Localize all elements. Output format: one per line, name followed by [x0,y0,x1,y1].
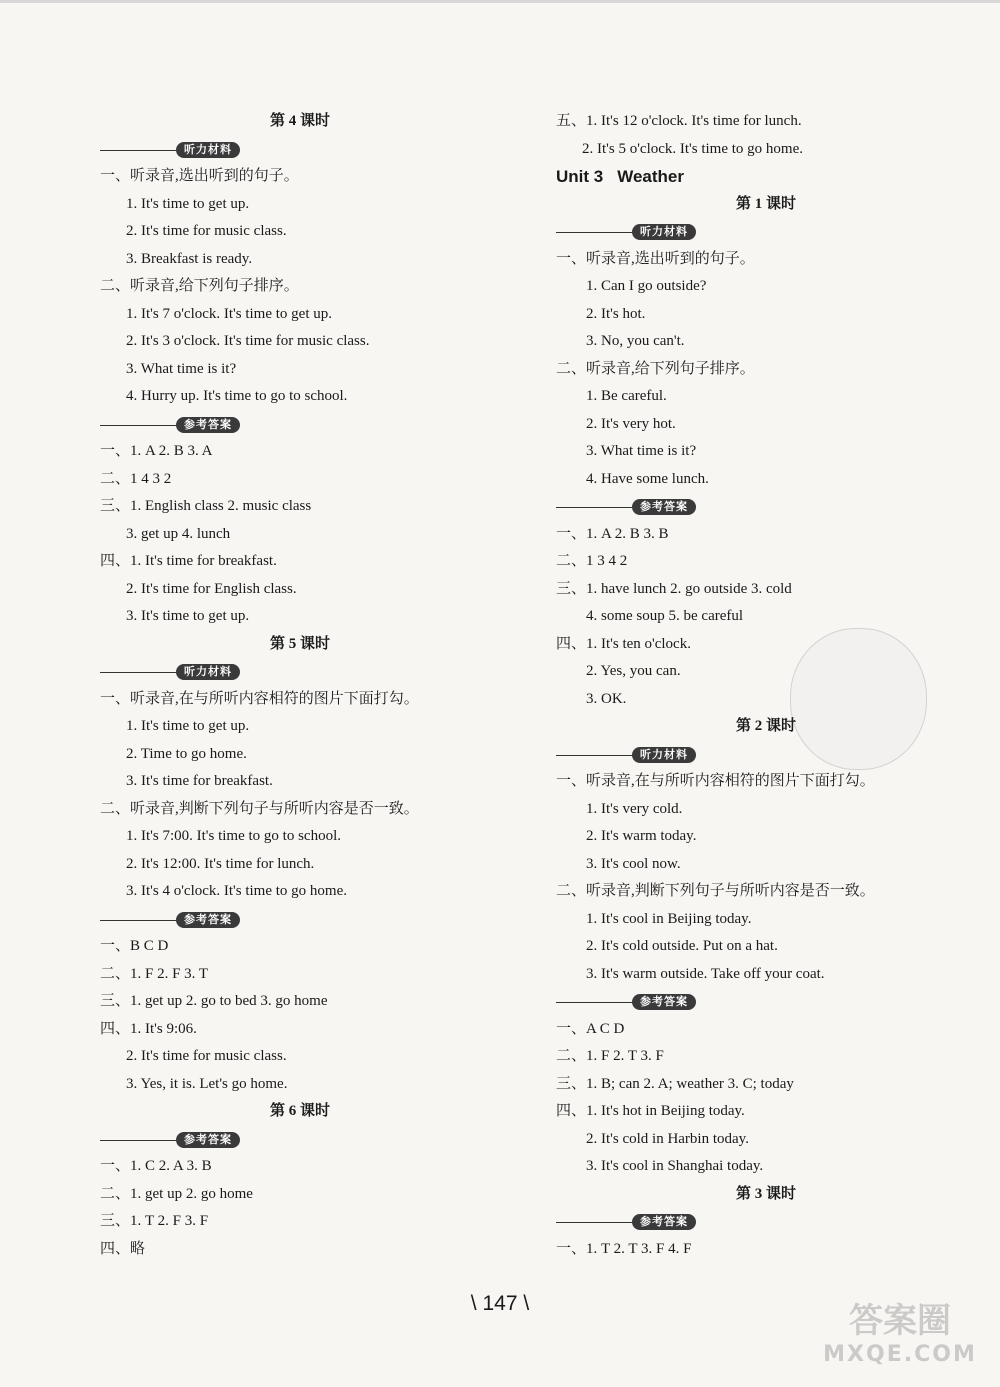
question-line: 三、1. T 2. F 3. F [100,1213,209,1229]
watermark-text: 答案圈 [849,1301,951,1341]
answer-item: 1. It's time to get up. [126,195,250,212]
lesson-heading: 第 6 课时 [269,1103,330,1119]
tag-rule [556,1222,636,1223]
question-line: 三、1. get up 2. go to bed 3. go home [100,993,328,1009]
question-line: 一、1. A 2. B 3. A [100,443,213,459]
question-line: 二、1 3 4 2 [556,553,628,569]
tag-rule [100,1140,180,1141]
lesson-heading: 第 1 课时 [735,195,796,212]
tag-label: 参考答案 [632,499,696,515]
answer-item: 1. Can I go outside? [586,278,707,294]
answer-item: 2. It's cold in Harbin today. [586,1130,749,1147]
answer-item: 2. It's 3 o'clock. It's time for music class. [126,333,370,349]
answer-item: 2. It's warm today. [586,828,697,844]
unit-heading [556,163,976,191]
answer-item: 3. Breakfast is ready. [126,250,253,267]
answer-item: 2. Time to go home. [126,745,247,762]
section-tag [100,658,500,686]
question-line: 二、1. F 2. T 3. F [556,1048,664,1064]
tag-label: 听力材料 [632,747,696,763]
lesson-heading: 第 3 课时 [735,1185,796,1202]
tag-label: 参考答案 [176,1132,240,1148]
question-line: 四、1. It's hot in Beijing today. [556,1103,745,1119]
tag-rule [556,507,636,508]
section-tag [556,218,976,246]
watermark-url: MXQE.COM [823,1342,977,1367]
section-tag [100,411,500,439]
unit-title: Weather [617,167,684,186]
answer-item: 3. It's time for breakfast. [126,773,273,789]
tag-label: 听力材料 [176,664,240,680]
answer-item: 4. some soup 5. be careful [586,608,744,624]
section-tag [556,988,976,1016]
answer-item: 2. It's time for English class. [126,580,297,597]
lesson-heading: 第 4 课时 [269,113,330,129]
question-line: 三、1. have lunch 2. go outside 3. cold [556,580,792,597]
answer-item: 3. What time is it? [586,443,697,459]
question-line: 三、1. B; can 2. A; weather 3. C; today [556,1075,794,1092]
question-line: 一、1. A 2. B 3. B [556,525,669,542]
answer-item: 3. OK. [586,690,627,707]
page-number: \ 147 \ [470,1292,530,1315]
tag-rule [556,232,636,233]
answer-item: 4. Hurry up. It's time to go to school. [126,388,348,404]
question-line: 一、B C D [100,938,169,954]
tag-label: 参考答案 [632,994,696,1010]
question-line: 一、A C D [556,1020,625,1037]
answer-item: 3. What time is it? [126,360,237,377]
answer-item: 3. It's time to get up. [126,608,250,624]
answer-item: 1. It's 7 o'clock. It's time to get up. [126,305,332,322]
answer-item: 2. It's hot. [586,305,646,322]
answer-item: 2. It's very hot. [586,415,676,432]
tag-rule [100,150,180,151]
answer-item: 3. It's 4 o'clock. It's time to go home. [126,883,347,899]
answer-item: 2. It's cold outside. Put on a hat. [586,938,778,954]
scan-top-edge [0,0,1000,3]
question-line: 三、1. English class 2. music class [100,498,312,514]
answer-item: 2. It's 12:00. It's time for lunch. [126,855,315,872]
answer-item: 3. Yes, it is. Let's go home. [126,1075,288,1092]
question-line: 四、1. It's 9:06. [100,1020,197,1037]
question-line: 一、1. C 2. A 3. B [100,1158,212,1174]
tag-rule [100,920,180,921]
answer-item: 1. Be careful. [586,388,667,404]
question-line: 一、听录音,选出听到的句子。 [556,250,755,267]
answer-item: 2. It's 5 o'clock. It's time to go home. [582,140,803,157]
tag-label: 参考答案 [176,912,240,928]
question-line: 四、略 [100,1240,146,1257]
section-tag [100,136,500,164]
section-tag [100,1126,500,1154]
lesson-heading: 第 5 课时 [269,635,330,652]
question-line: 四、1. It's time for breakfast. [100,553,277,569]
section-tag [100,906,500,934]
tag-label: 听力材料 [176,142,240,158]
right-column [556,108,976,1263]
left-column [100,108,500,1263]
question-line: 二、听录音,给下列句子排序。 [100,278,299,294]
question-line: 二、1 4 3 2 [100,470,172,487]
question-line: 二、听录音,给下列句子排序。 [556,360,755,377]
tag-label: 参考答案 [632,1214,696,1230]
tag-label: 听力材料 [632,224,696,240]
section-tag [556,493,976,521]
question-line: 一、听录音,在与所听内容相符的图片下面打勾。 [100,690,419,707]
question-line: 一、听录音,在与所听内容相符的图片下面打勾。 [556,773,875,789]
unit-number: Unit 3 [556,167,604,186]
lesson-heading: 第 2 课时 [735,718,796,734]
answer-item: 3. It's cool now. [586,855,681,872]
question-line: 一、听录音,选出听到的句子。 [100,168,299,184]
answer-item: 3. No, you can't. [586,333,685,349]
tag-rule [556,1002,636,1003]
question-line: 四、1. It's ten o'clock. [556,635,691,652]
tag-rule [556,755,636,756]
question-line: 二、1. get up 2. go home [100,1185,253,1202]
answer-item: 2. It's time for music class. [126,1048,287,1064]
tag-rule [100,425,180,426]
answer-item: 3. It's cool in Shanghai today. [586,1158,764,1174]
answer-item: 1. It's time to get up. [126,718,250,734]
question-line: 一、1. T 2. T 3. F 4. F [556,1240,692,1257]
answer-item: 4. Have some lunch. [586,470,709,487]
watermark-logo [810,1301,990,1381]
section-tag [556,741,976,769]
question-line: 二、听录音,判断下列句子与所听内容是否一致。 [100,800,419,817]
question-line: 二、1. F 2. F 3. T [100,965,209,982]
answer-item: 1. It's very cold. [586,800,683,817]
answer-item: 1. It's cool in Beijing today. [586,910,752,927]
answer-item: 3. get up 4. lunch [126,525,231,542]
tag-rule [100,672,180,673]
answer-item: 1. It's 7:00. It's time to go to school. [126,828,341,844]
question-line: 二、听录音,判断下列句子与所听内容是否一致。 [556,883,875,899]
tag-label: 参考答案 [176,417,240,433]
section-tag [556,1208,976,1236]
answer-item: 3. It's warm outside. Take off your coat. [586,965,825,982]
answer-item: 2. Yes, you can. [586,663,681,679]
question-line: 五、1. It's 12 o'clock. It's time for lunch. [556,113,802,129]
answer-item: 2. It's time for music class. [126,223,287,239]
